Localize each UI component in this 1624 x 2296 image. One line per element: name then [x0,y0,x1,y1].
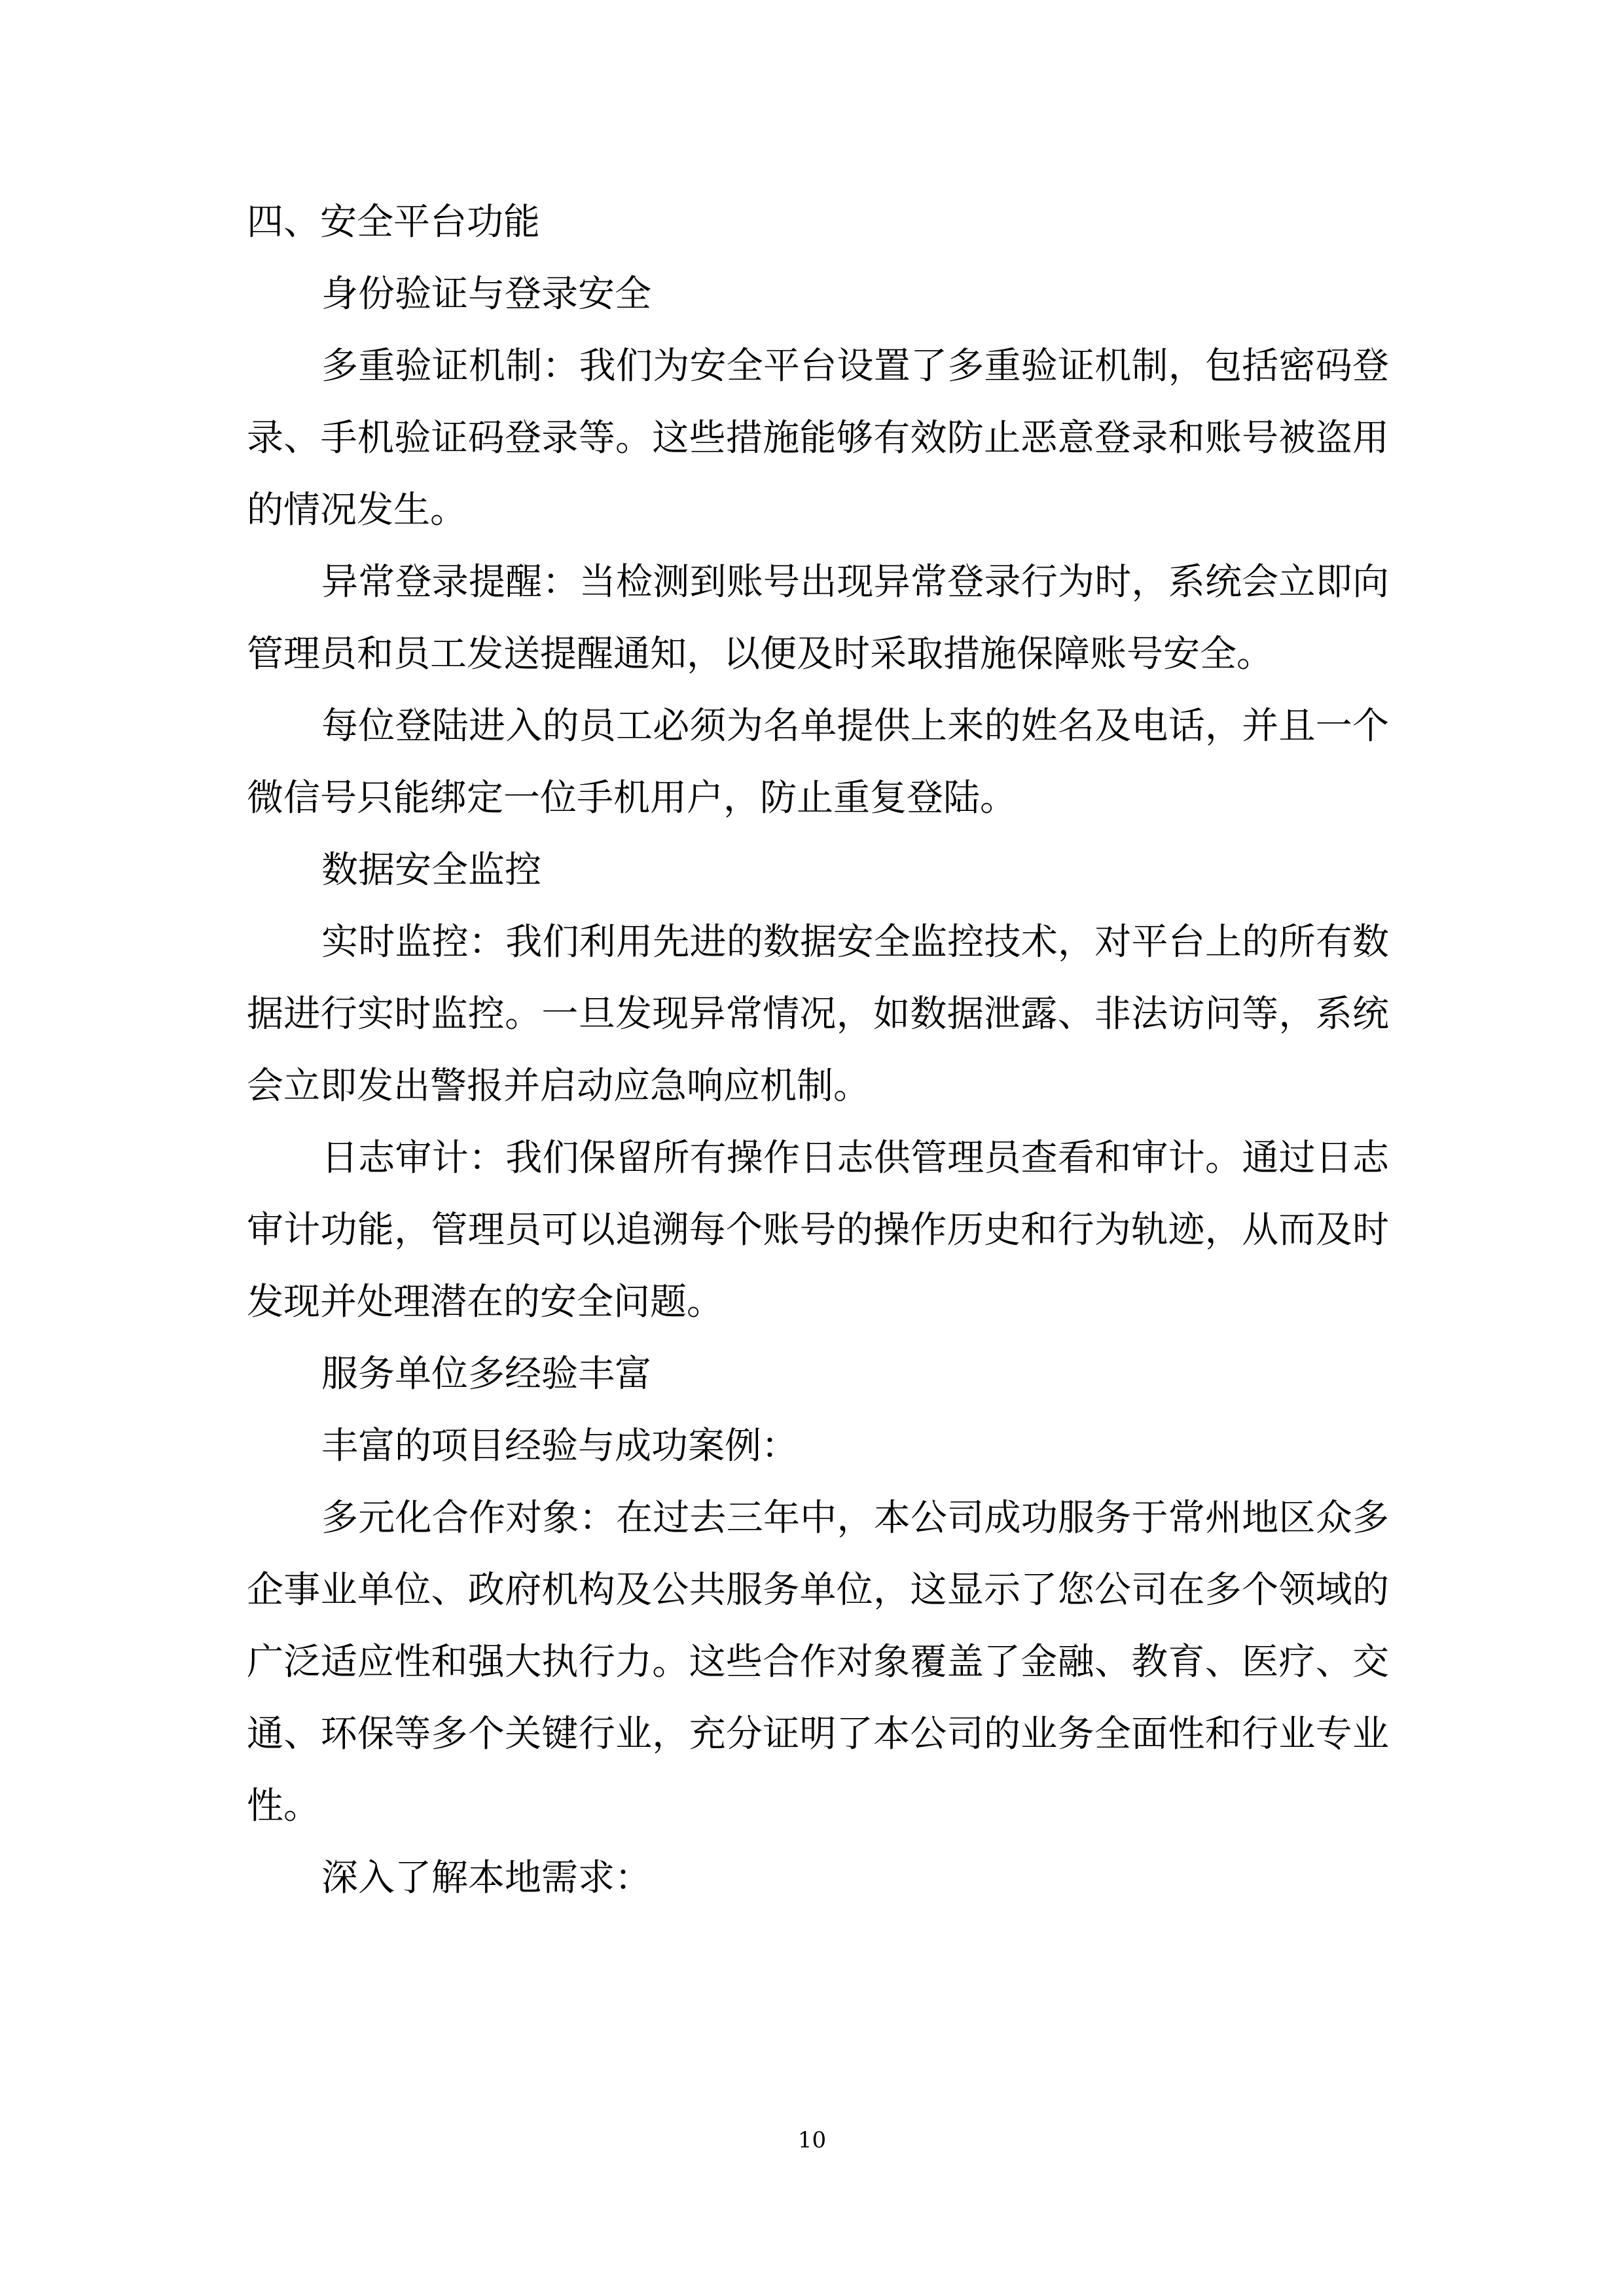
paragraph-abnormal-login-alert: 异常登录提醒：当检测到账号出现异常登录行为时，系统会立即向管理员和员工发送提醒通知，以便及时采取措施保障账号安全。 [247,561,1389,675]
paragraph-employee-login-rule: 每位登陆进入的员工必须为名单提供上来的姓名及电话，并且一个微信号只能绑定一位手机用户，防止重复登陆。 [247,705,1389,819]
subheading-local-needs: 深入了解本地需求： [321,1857,651,1899]
section-heading: 四、安全平台功能 [247,201,540,243]
page-number: 10 [797,2127,827,2153]
paragraph-log-audit: 日志审计：我们保留所有操作日志供管理员查看和审计。通过日志审计功能，管理员可以追溯每个账号的操作历史和行为轨迹，从而及时发现并处理潜在的安全问题。 [247,1137,1389,1323]
paragraph-realtime-monitoring: 实时监控：我们利用先进的数据安全监控技术，对平台上的所有数据进行实时监控。一旦发现异常情况，如数据泄露、非法访问等，系统会立即发出警报并启动应急响应机制。 [247,921,1389,1107]
subheading-service-experience: 服务单位多经验丰富 [321,1353,651,1395]
subheading-identity-login-security: 身份验证与登录安全 [321,273,651,315]
subheading-data-security-monitoring: 数据安全监控 [321,849,541,891]
paragraph-diversified-partners: 多元化合作对象：在过去三年中，本公司成功服务于常州地区众多企事业单位、政府机构及公共服务单位，这显示了您公司在多个领域的广泛适应性和强大执行力。这些合作对象覆盖了金融、教育、医疗、交通、环保等多个关键行业，充分证明了本公司的业务全面性和行业专业性。 [247,1497,1389,1827]
paragraph-multi-factor-verification: 多重验证机制：我们为安全平台设置了多重验证机制，包括密码登录、手机验证码登录等。这些措施能够有效防止恶意登录和账号被盗用的情况发生。 [247,345,1389,531]
document-body [247,187,1389,1914]
subheading-project-experience: 丰富的项目经验与成功案例： [321,1425,798,1467]
